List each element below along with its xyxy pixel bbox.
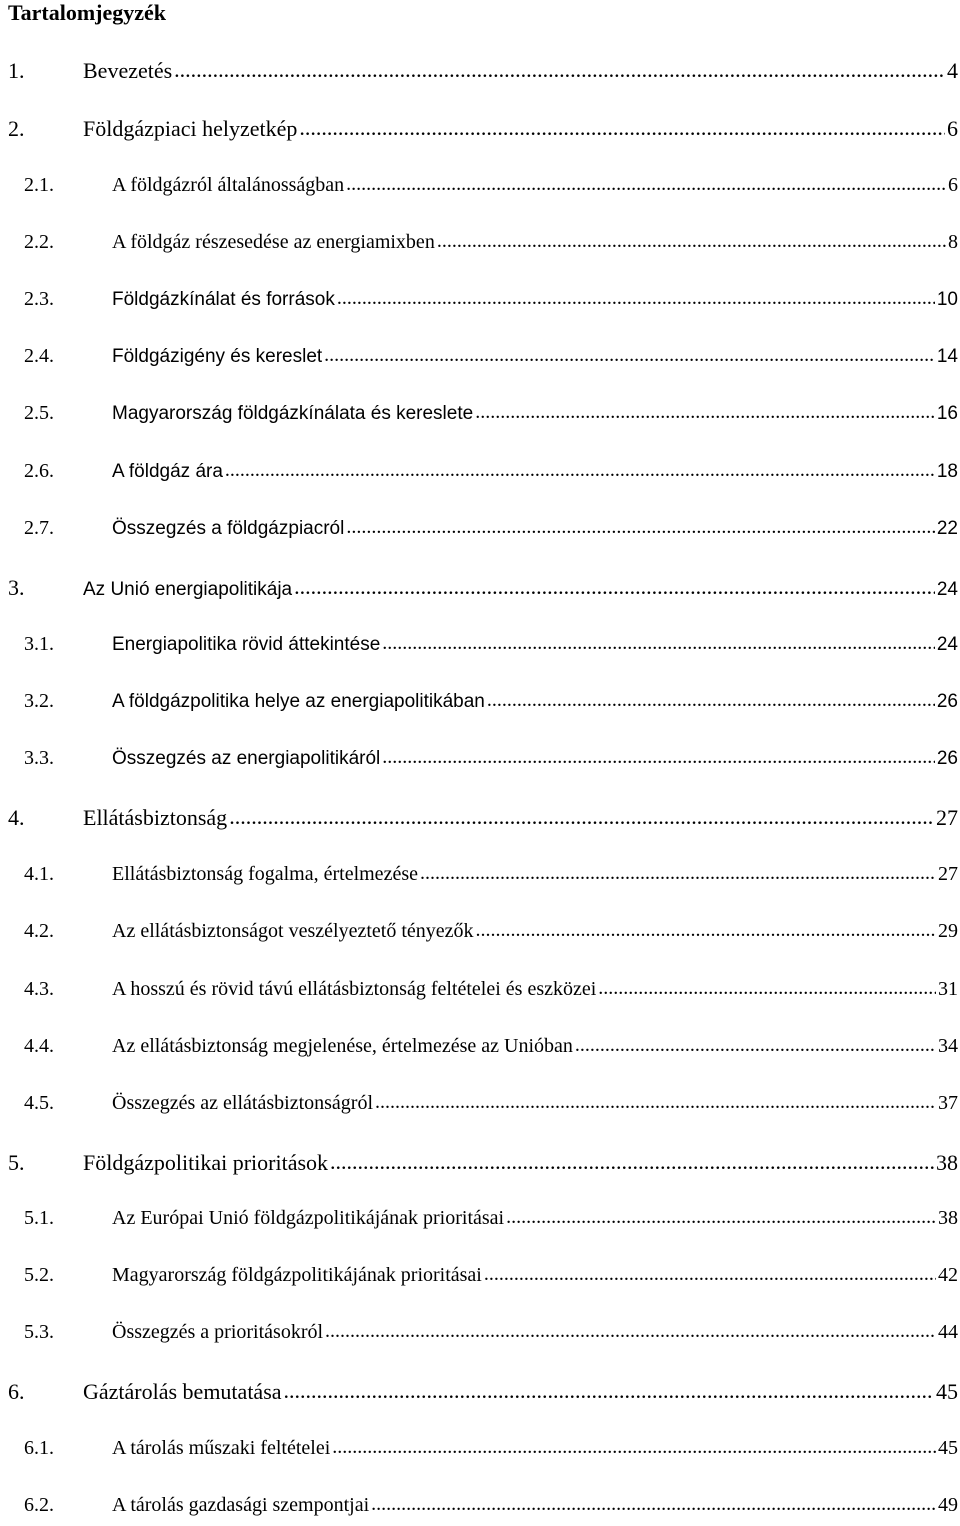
toc-entry-number: 2.: [8, 116, 25, 141]
toc-entry-number: 3.: [8, 575, 25, 600]
toc-entry[interactable]: [0, 978, 960, 1001]
dot-leader: [476, 919, 936, 942]
dot-leader: [487, 689, 935, 712]
toc-entry[interactable]: [0, 231, 960, 254]
toc-entry[interactable]: [0, 805, 960, 831]
dot-leader: [382, 746, 935, 769]
toc-entry-number: 3.3.: [24, 747, 54, 769]
toc-entry[interactable]: [0, 1207, 960, 1230]
toc-entry-number: 5.3.: [24, 1321, 54, 1343]
toc-entry[interactable]: [0, 345, 960, 368]
toc-entry-number: 4.: [8, 805, 25, 830]
dot-leader: [294, 574, 935, 600]
toc-entry-page-number: 38: [936, 1150, 958, 1175]
toc-entry[interactable]: [0, 1264, 960, 1287]
toc-entry-page-number: 18: [936, 461, 958, 482]
toc-entry-label: Ellátásbiztonság: [83, 805, 228, 830]
dot-leader: [484, 1263, 936, 1286]
toc-entry[interactable]: [0, 1150, 960, 1176]
toc-entry-page-number: 6: [947, 116, 958, 141]
toc-entry-label: Bevezetés: [83, 58, 173, 83]
toc-entry-number: 5.2.: [24, 1264, 54, 1286]
toc-entry[interactable]: [0, 575, 960, 601]
toc-entry-label: Földgázpiaci helyzetkép: [83, 116, 298, 141]
toc-entry-label: Földgázpolitikai prioritások: [83, 1150, 329, 1175]
toc-entry-number: 2.7.: [24, 517, 54, 539]
toc-entry-number: 2.3.: [24, 288, 54, 310]
toc-entry-page-number: 26: [936, 691, 958, 712]
toc-entry-page-number: 16: [936, 403, 958, 424]
dot-leader: [284, 1378, 934, 1404]
toc-entry-label: Energiapolitika rövid áttekintése: [112, 634, 381, 655]
toc-entry-page-number: 49: [938, 1494, 958, 1516]
toc-entry-number: 2.1.: [24, 174, 54, 196]
toc-entry-number: 5.: [8, 1150, 25, 1175]
dot-leader: [598, 977, 936, 1000]
toc-entry[interactable]: [0, 1035, 960, 1058]
toc-entry[interactable]: [0, 460, 960, 483]
toc-entry[interactable]: [0, 174, 960, 197]
toc-entry[interactable]: [0, 920, 960, 943]
toc-entry-label: Az Európai Unió földgázpolitikájának prioritásai: [112, 1207, 505, 1229]
toc-entry-page-number: 31: [938, 978, 958, 1000]
toc-title: Tartalomjegyzék: [8, 0, 167, 25]
dot-leader: [382, 632, 935, 655]
toc-entry-page-number: 29: [938, 920, 958, 942]
toc-entry-number: 3.2.: [24, 690, 54, 712]
toc-entry-page-number: 6: [948, 174, 958, 196]
dot-leader: [371, 1493, 936, 1516]
dot-leader: [346, 173, 946, 196]
toc-entry-label: Az ellátásbiztonság megjelenése, értelmezése az Unióban: [112, 1035, 573, 1057]
toc-entry[interactable]: [0, 1494, 960, 1517]
toc-entry[interactable]: [0, 288, 960, 311]
toc-entry-page-number: 4: [947, 58, 958, 83]
toc-entry-label: Az ellátásbiztonságot veszélyeztető tényezők: [112, 920, 474, 942]
toc-entry-label: A tárolás gazdasági szempontjai: [112, 1494, 370, 1516]
dot-leader: [506, 1206, 936, 1229]
toc-entry-label: Földgázigény és kereslet: [112, 346, 323, 367]
toc-entry-number: 4.1.: [24, 863, 54, 885]
toc-entry-label: Ellátásbiztonság fogalma, értelmezése: [112, 863, 418, 885]
toc-entry-page-number: 37: [938, 1092, 958, 1114]
toc-entry-page-number: 10: [936, 289, 958, 310]
toc-entry-label: A tárolás műszaki feltételei: [112, 1437, 331, 1459]
toc-entry-number: 5.1.: [24, 1207, 54, 1229]
toc-entry-page-number: 24: [936, 634, 958, 655]
toc-entry-label: Összegzés a földgázpiacról: [112, 518, 345, 539]
toc-entry-page-number: 22: [936, 518, 958, 539]
dot-leader: [475, 401, 935, 424]
dot-leader: [324, 344, 935, 367]
dot-leader: [420, 862, 936, 885]
toc-entry[interactable]: [0, 1321, 960, 1344]
toc-entry-number: 4.5.: [24, 1092, 54, 1114]
toc-entry-page-number: 34: [938, 1035, 958, 1057]
toc-entry-page-number: 24: [936, 579, 958, 600]
toc-entry-page-number: 45: [938, 1437, 958, 1459]
dot-leader: [299, 115, 945, 141]
toc-entry[interactable]: [0, 633, 960, 656]
toc-entry-page-number: 14: [936, 346, 958, 367]
toc-entry-page-number: 42: [938, 1264, 958, 1286]
toc-entry-number: 4.4.: [24, 1035, 54, 1057]
toc-entry[interactable]: [0, 1379, 960, 1405]
toc-entry-number: 2.6.: [24, 460, 54, 482]
toc-entry-page-number: 45: [936, 1379, 958, 1404]
toc-entry[interactable]: [0, 58, 960, 84]
toc-entry[interactable]: [0, 1092, 960, 1115]
toc-entry-label: Gáztárolás bemutatása: [83, 1379, 282, 1404]
toc-entry-number: 4.2.: [24, 920, 54, 942]
dot-leader: [375, 1091, 936, 1114]
toc-entry-label: A hosszú és rövid távú ellátásbiztonság feltételei és eszközei: [112, 978, 597, 1000]
dot-leader: [337, 287, 935, 310]
toc-entry-number: 3.1.: [24, 633, 54, 655]
toc-entry[interactable]: [0, 690, 960, 713]
dot-leader: [346, 516, 935, 539]
toc-entry[interactable]: [0, 517, 960, 540]
toc-entry-number: 4.3.: [24, 978, 54, 1000]
toc-entry-page-number: 8: [948, 231, 958, 253]
toc-entry[interactable]: [0, 863, 960, 886]
toc-entry-label: Magyarország földgázpolitikájának prioritásai: [112, 1264, 482, 1286]
dot-leader: [575, 1034, 936, 1057]
toc-entry-number: 2.5.: [24, 402, 54, 424]
dot-leader: [437, 230, 946, 253]
toc-entry[interactable]: [0, 116, 960, 142]
toc-entry-number: 6.: [8, 1379, 25, 1404]
toc-entry-number: 6.2.: [24, 1494, 54, 1516]
toc-entry-label: A földgáz részesedése az energiamixben: [112, 231, 435, 253]
toc-entry-label: Összegzés az energiapolitikáról: [112, 748, 381, 769]
dot-leader: [332, 1436, 936, 1459]
dot-leader: [229, 804, 934, 830]
toc-entry-label: Összegzés az ellátásbiztonságról: [112, 1092, 374, 1114]
toc-entry-page-number: 26: [936, 748, 958, 769]
toc-entry-page-number: 27: [936, 805, 958, 830]
toc-entry-number: 2.2.: [24, 231, 54, 253]
toc-entry-number: 1.: [8, 58, 25, 83]
toc-entry-label: Magyarország földgázkínálata és kereslete: [112, 403, 474, 424]
dot-leader: [174, 57, 945, 83]
toc-entry-label: A földgázról általánosságban: [112, 174, 345, 196]
dot-leader: [225, 459, 935, 482]
toc-entry-page-number: 44: [938, 1321, 958, 1343]
toc-entry[interactable]: [0, 1437, 960, 1460]
dot-leader: [325, 1320, 936, 1343]
toc-entry[interactable]: [0, 747, 960, 770]
toc-entry-label: Az Unió energiapolitikája: [83, 579, 293, 600]
dot-leader: [330, 1149, 934, 1175]
toc-entry-number: 2.4.: [24, 345, 54, 367]
toc-entry-label: A földgáz ára: [112, 461, 223, 482]
toc-entry-label: Összegzés a prioritásokról: [112, 1321, 324, 1343]
toc-entry-page-number: 38: [938, 1207, 958, 1229]
toc-entry-page-number: 27: [938, 863, 958, 885]
toc-entry[interactable]: [0, 402, 960, 425]
toc-entry-number: 6.1.: [24, 1437, 54, 1459]
toc-entry-label: A földgázpolitika helye az energiapolitikában: [112, 691, 485, 712]
toc-entry-label: Földgázkínálat és források: [112, 289, 335, 310]
